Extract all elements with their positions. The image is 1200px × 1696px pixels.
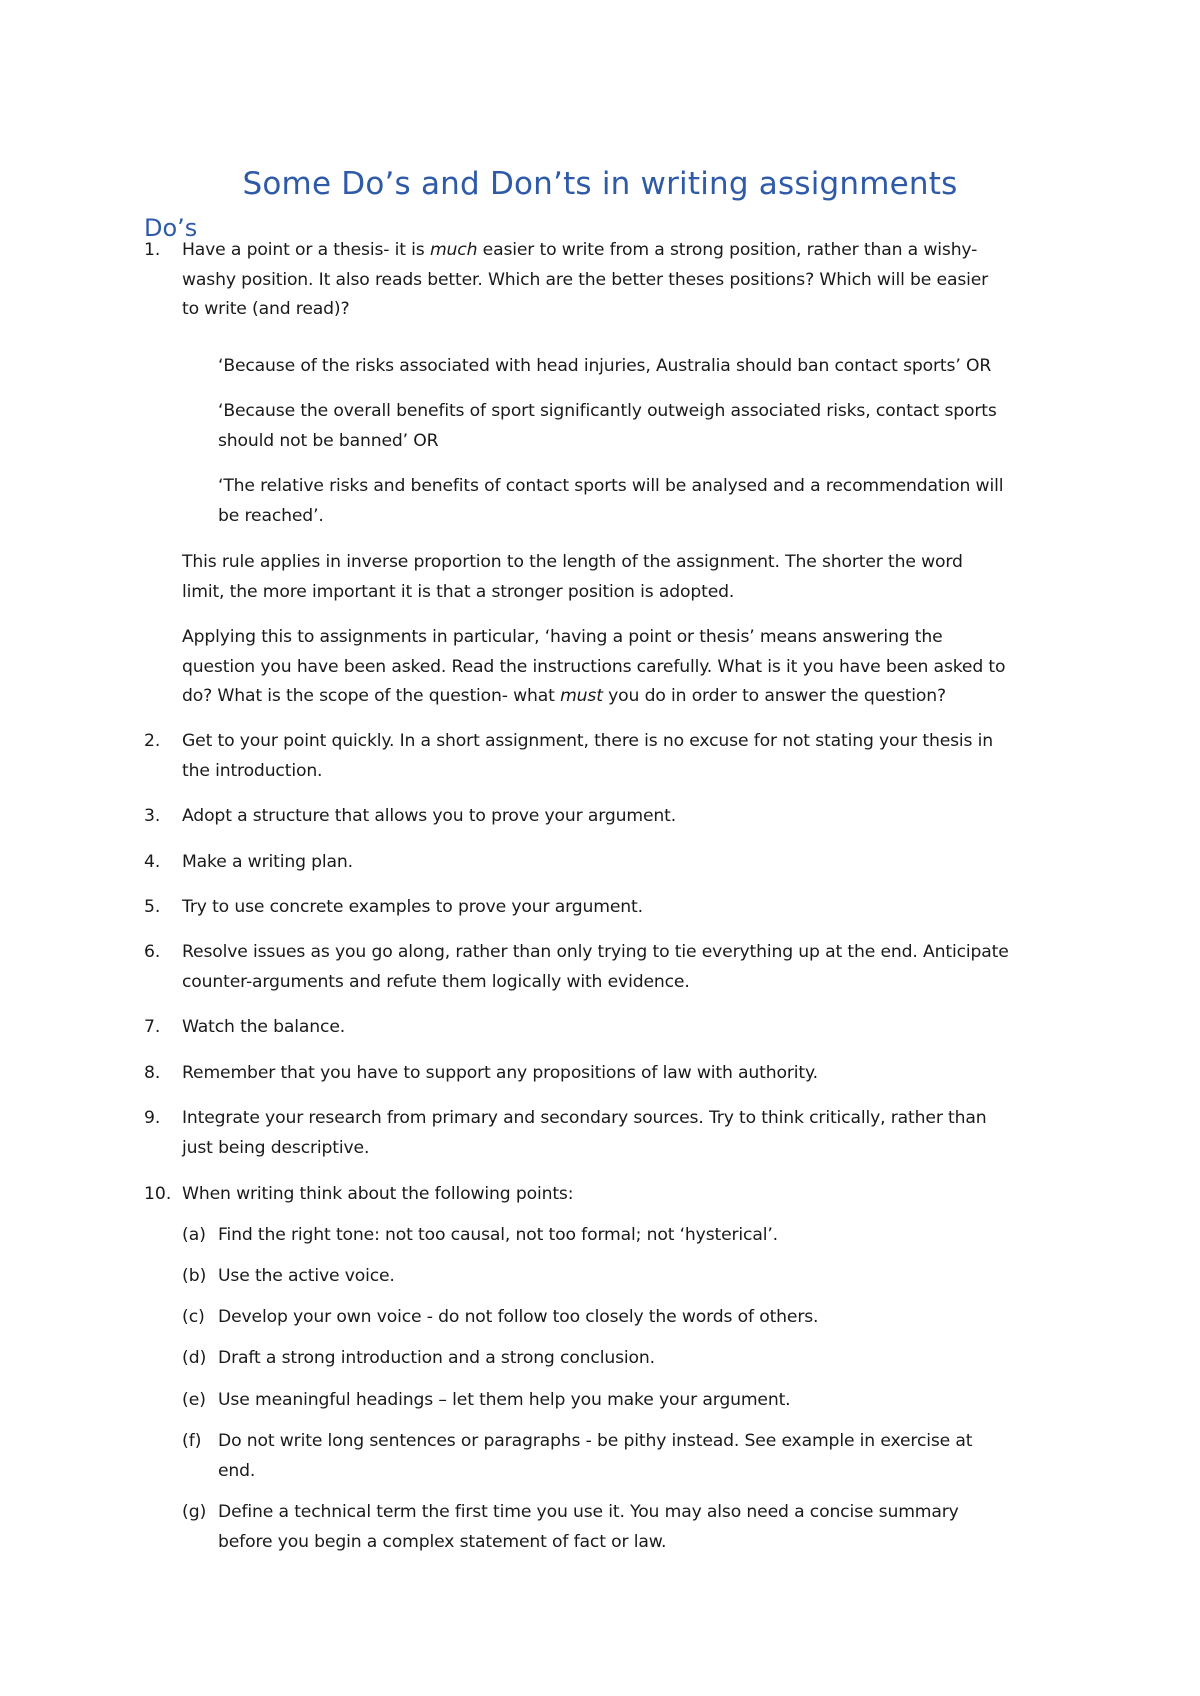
list-number: 2. — [144, 731, 161, 751]
list-number: 8. — [144, 1063, 161, 1083]
list-item-5: Try to use concrete examples to prove your argument. — [182, 897, 643, 917]
list-item-4: Make a writing plan. — [182, 852, 353, 872]
list-item-3: Adopt a structure that allows you to prove your argument. — [182, 806, 677, 826]
list-number: 1. — [144, 240, 161, 260]
sublist-label: (e) — [182, 1390, 206, 1410]
sublist-item-g: Define a technical term the first time you use it. You may also need a concise summary before you begin a complex statement of fact or law. — [218, 1502, 959, 1552]
sublist-item-f: Do not write long sentences or paragraphs - be pithy instead. See example in exercise at end. — [218, 1431, 973, 1481]
sublist-item-c: Develop your own voice - do not follow too closely the words of others. — [218, 1307, 819, 1327]
thesis-example-2: ‘Because the overall benefits of sport significantly outweigh associated risks, contact sports should not be banned’ OR — [218, 401, 997, 451]
section-heading-dos: Do’s — [144, 214, 198, 242]
emphasis-text: much — [429, 240, 478, 260]
list-item-6: Resolve issues as you go along, rather than only trying to tie everything up at the end. Anticipate counter-arguments and refute them logically with evidence. — [182, 942, 1009, 992]
list-item-2: Get to your point quickly. In a short assignment, there is no excuse for not stating your thesis in the introduction. — [182, 731, 994, 781]
sublist-item-e: Use meaningful headings – let them help you make your argument. — [218, 1390, 791, 1410]
list-item-10: When writing think about the following points: — [182, 1184, 574, 1204]
list-number: 9. — [144, 1108, 161, 1128]
sublist-label: (d) — [182, 1348, 207, 1368]
list-number: 3. — [144, 806, 161, 826]
list-item-8: Remember that you have to support any propositions of law with authority. — [182, 1063, 818, 1083]
sublist-label: (f) — [182, 1431, 202, 1451]
document-title: Some Do’s and Don’ts in writing assignments — [242, 166, 958, 202]
sublist-label: (g) — [182, 1502, 207, 1522]
text-line: to write (and read)? — [182, 299, 350, 319]
sublist-item-b: Use the active voice. — [218, 1266, 395, 1286]
list-item-7: Watch the balance. — [182, 1017, 346, 1037]
thesis-example-3: ‘The relative risks and benefits of contact sports will be analysed and a recommendation will be reached’. — [218, 476, 1004, 526]
list-number: 4. — [144, 852, 161, 872]
list-number: 6. — [144, 942, 161, 962]
text-line: Have a point or a thesis- it is much easier to write from a strong position, rather than a wishy- — [182, 240, 978, 260]
sublist-label: (b) — [182, 1266, 207, 1286]
list-item-1 — [182, 236, 988, 325]
rule-paragraph: This rule applies in inverse proportion to the length of the assignment. The shorter the word limit, the more important it is that a stronger position is adopted. — [182, 552, 963, 602]
sublist-item-d: Draft a strong introduction and a strong conclusion. — [218, 1348, 655, 1368]
text-line: washy position. It also reads better. Which are the better theses positions? Which will be easier — [182, 269, 989, 290]
sublist-item-a: Find the right tone: not too causal, not too formal; not ‘hysterical’. — [218, 1225, 778, 1245]
applying-paragraph: Applying this to assignments in particular, ‘having a point or thesis’ means answering the question you have been asked. Read the instructions carefully. What is it you have been asked to do? What is the scope of the question- what must you do in order to answer the question? — [182, 627, 1006, 706]
sublist-label: (c) — [182, 1307, 205, 1327]
sublist-label: (a) — [182, 1225, 206, 1245]
emphasis-text: must — [560, 686, 603, 706]
list-number: 10. — [144, 1184, 172, 1204]
thesis-example-1: ‘Because of the risks associated with head injuries, Australia should ban contact sports’ OR — [218, 356, 992, 376]
list-number: 5. — [144, 897, 161, 917]
list-number: 7. — [144, 1017, 161, 1037]
list-item-9: Integrate your research from primary and secondary sources. Try to think critically, rather than just being descriptive. — [182, 1108, 987, 1158]
